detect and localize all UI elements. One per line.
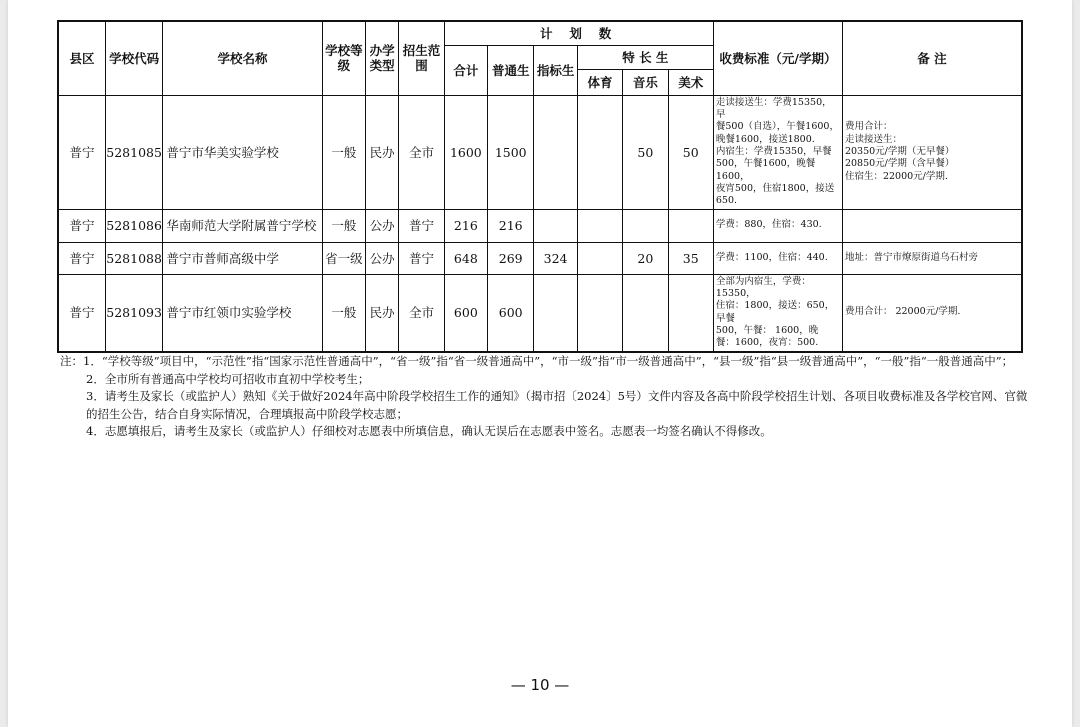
cell-music: 50 [623,95,668,209]
cell-range: 普宁 [399,209,444,242]
header-regular: 普通生 [488,45,534,95]
table-row [58,95,1022,209]
header-sports: 体育 [577,69,622,95]
fee-line: 全部为内宿生，学费：15350， [715,275,811,299]
cell-school-name: 普宁市红领巾实验学校 [163,274,322,352]
cell-total: 600 [444,274,487,352]
table-row [58,209,1022,242]
fee-line: 650. [715,195,738,207]
header-school-code: 学校代码 [105,21,162,95]
cell-regular: 269 [488,242,534,274]
cell-remark [842,95,1022,209]
cell-art: 35 [668,242,713,274]
cell-range: 普宁 [399,242,444,274]
cell-remark [842,209,1022,242]
cell-sports [577,209,622,242]
document-page [8,0,1072,727]
header-plan-count: 计 划 数 [444,21,713,45]
cell-sports [577,242,622,274]
fee-line: 内宿生：学费15350，早餐 [715,145,832,157]
header-school-type: 办学类型 [366,21,399,95]
cell-sports [577,95,622,209]
header-art: 美术 [668,69,713,95]
cell-music [623,209,668,242]
cell-art [668,274,713,352]
fee-line: 学费：1100，住宿：440. [715,251,828,263]
fee-line: 餐：1600，夜宵：500. [715,337,819,349]
header-enroll-range: 招生范围 [399,21,444,95]
page-number: — 10 — [510,676,570,694]
remark-line: 走读接送生： [844,133,902,145]
cell-regular: 216 [488,209,534,242]
cell-level: 一般 [322,274,365,352]
cell-type: 公办 [366,242,399,274]
cell-level: 一般 [322,209,365,242]
cell-total: 1600 [444,95,487,209]
cell-fee [713,274,842,352]
cell-type: 民办 [366,95,399,209]
cell-sports [577,274,622,352]
fee-line: 晚餐1600，接送1800. [715,133,815,145]
cell-code: 5281086 [105,209,162,242]
table-row [58,274,1022,352]
cell-remark [842,274,1022,352]
header-fee: 收费标准（元/学期） [713,21,842,95]
cell-quota: 324 [534,242,577,274]
header-quota: 指标生 [534,45,577,95]
remark-line: 费用合计： 22000元/学期. [844,306,961,318]
fee-line: 500，午餐1600，晚餐1600， [715,158,816,182]
cell-county: 普宁 [58,209,105,242]
cell-code: 5281088 [105,242,162,274]
notes-section [60,353,1028,441]
fee-line: 餐500（自选），午餐1600， [715,121,839,133]
header-county: 县区 [58,21,105,95]
cell-school-name: 普宁市普师高级中学 [163,242,322,274]
note-3: 3．请考生及家长（或监护人）熟知《关于做好2024年高中阶段学校招生工作的通知》（揭市招〔2024〕5号）文件内容及各高中阶段学校招生计划、各项目收费标准及各学校官网、官微的招生公告，结合自身实际情况，合理填报高中阶段学校志愿； [86,389,1028,421]
cell-total: 648 [444,242,487,274]
header-remark: 备 注 [842,21,1022,95]
cell-regular: 600 [488,274,534,352]
cell-fee [713,209,842,242]
header-total: 合计 [444,45,487,95]
fee-line: 住宿：1800，接送：650，早餐 [715,300,835,324]
cell-art [668,209,713,242]
cell-art: 50 [668,95,713,209]
cell-total: 216 [444,209,487,242]
note-1: 注：1．“学校等级”项目中，“示范性”指“国家示范性普通高中”，“省一级”指“省一级普通高中”，“市一级”指“市一级普通高中”，“县一级”指“县一级普通高中”，“一般”指“一般普通高中”； [60,354,1014,368]
cell-range: 全市 [399,95,444,209]
note-2: 2．全市所有普通高中学校均可招收市直初中学校考生； [86,371,370,386]
cell-regular: 1500 [488,95,534,209]
cell-music: 20 [623,242,668,274]
header-specialty: 特 长 生 [577,45,713,69]
cell-county: 普宁 [58,95,105,209]
header-school-name: 学校名称 [163,21,322,95]
header-music: 音乐 [623,69,668,95]
cell-quota [534,274,577,352]
cell-remark [842,242,1022,274]
cell-type: 公办 [366,209,399,242]
cell-level: 一般 [322,95,365,209]
cell-level: 省一级 [322,242,365,274]
cell-school-name: 普宁市华美实验学校 [163,95,322,209]
cell-fee [713,242,842,274]
cell-school-name: 华南师范大学附属普宁学校 [163,209,322,242]
cell-county: 普宁 [58,274,105,352]
table-row [58,242,1022,274]
cell-type: 民办 [366,274,399,352]
cell-code: 5281093 [105,274,162,352]
remark-line: 住宿生：22000元/学期. [844,170,948,182]
cell-fee [713,95,842,209]
cell-code: 5281085 [105,95,162,209]
header-school-level: 学校等级 [322,21,365,95]
cell-quota [534,209,577,242]
cell-county: 普宁 [58,242,105,274]
fee-line: 走读接送生：学费15350，早 [715,96,832,120]
cell-music [623,274,668,352]
fee-line: 500，午餐： 1600，晚 [715,324,819,336]
remark-line: 20350元/学期（无早餐） [844,145,955,157]
fee-line: 学费：880，住宿：430. [715,219,822,231]
fee-line: 夜宵500，住宿1800，接送 [715,182,835,194]
cell-quota [534,95,577,209]
remark-line: 20850元/学期（含早餐） [844,158,955,170]
remark-line: 地址：普宁市燎原街道乌石村旁 [844,251,978,263]
note-4: 4．志愿填报后，请考生及家长（或监护人）仔细校对志愿表中所填信息，确认无误后在志愿表中签名。志愿表一均签名确认不得修改。 [86,424,772,438]
cell-range: 全市 [399,274,444,352]
remark-line: 费用合计： [844,121,893,133]
enrollment-plan-table [57,20,1023,353]
